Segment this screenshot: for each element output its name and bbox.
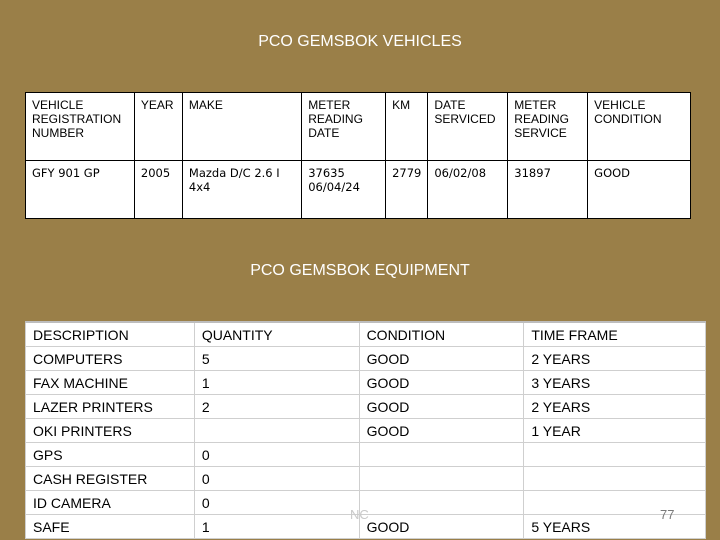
table-cell: SAFE xyxy=(26,515,195,539)
table-cell: Mazda D/C 2.6 I 4x4 xyxy=(182,161,301,219)
table-cell: OKI PRINTERS xyxy=(26,419,195,443)
table-cell: 06/02/08 xyxy=(428,161,508,219)
table-cell: 1 YEAR xyxy=(524,419,706,443)
table-cell xyxy=(524,467,706,491)
table-cell: GOOD xyxy=(359,395,524,419)
table-row xyxy=(26,347,706,371)
header-cell: KM xyxy=(386,93,428,161)
table-row xyxy=(26,371,706,395)
table-cell: 5 YEARS xyxy=(524,515,706,539)
table-cell: GFY 901 GP xyxy=(26,161,135,219)
table-cell: 37635 06/04/24 xyxy=(302,161,386,219)
table-cell: 3 YEARS xyxy=(524,371,706,395)
equipment-header-row xyxy=(26,322,706,347)
footer-label: NC xyxy=(350,507,369,522)
table-cell: 2 YEARS xyxy=(524,347,706,371)
table-cell: GOOD xyxy=(588,161,691,219)
header-cell: DATE SERVICED xyxy=(428,93,508,161)
table-row xyxy=(26,467,706,491)
table-cell: 0 xyxy=(194,491,359,515)
table-cell: 2005 xyxy=(134,161,182,219)
table-row xyxy=(26,419,706,443)
header-cell: YEAR xyxy=(134,93,182,161)
table-cell: GOOD xyxy=(359,419,524,443)
table-cell: 1 xyxy=(194,515,359,539)
table-cell: GPS xyxy=(26,443,195,467)
header-cell: METER READING SERVICE xyxy=(508,93,588,161)
equipment-title: PCO GEMSBOK EQUIPMENT xyxy=(250,262,470,279)
table-cell: LAZER PRINTERS xyxy=(26,395,195,419)
table-cell: CASH REGISTER xyxy=(26,467,195,491)
header-cell: MAKE xyxy=(182,93,301,161)
header-cell: METER READING DATE xyxy=(302,93,386,161)
vehicles-title: PCO GEMSBOK VEHICLES xyxy=(258,33,462,50)
table-cell: 2779 xyxy=(386,161,428,219)
table-cell: ID CAMERA xyxy=(26,491,195,515)
table-row xyxy=(26,161,691,219)
table-cell: 5 xyxy=(194,347,359,371)
page-number: 77 xyxy=(660,507,675,522)
table-cell: 2 YEARS xyxy=(524,395,706,419)
header-cell: DESCRIPTION xyxy=(26,322,195,347)
header-cell: VEHICLE CONDITION xyxy=(588,93,691,161)
table-row xyxy=(26,395,706,419)
table-cell xyxy=(524,443,706,467)
table-cell: 31897 xyxy=(508,161,588,219)
vehicles-header-row xyxy=(26,93,691,161)
table-cell: FAX MACHINE xyxy=(26,371,195,395)
table-cell: 1 xyxy=(194,371,359,395)
header-cell: CONDITION xyxy=(359,322,524,347)
table-cell xyxy=(359,467,524,491)
table-cell xyxy=(194,419,359,443)
table-cell: GOOD xyxy=(359,347,524,371)
table-cell xyxy=(359,443,524,467)
header-cell: QUANTITY xyxy=(194,322,359,347)
header-cell: TIME FRAME xyxy=(524,322,706,347)
table-cell xyxy=(359,491,524,515)
table-cell: 0 xyxy=(194,443,359,467)
table-cell xyxy=(524,491,706,515)
table-cell: 2 xyxy=(194,395,359,419)
table-row xyxy=(26,443,706,467)
table-cell: 0 xyxy=(194,467,359,491)
table-cell: GOOD xyxy=(359,515,524,539)
table-cell: COMPUTERS xyxy=(26,347,195,371)
table-cell: GOOD xyxy=(359,371,524,395)
header-cell: VEHICLE REGISTRATION NUMBER xyxy=(26,93,135,161)
vehicles-table xyxy=(25,92,691,219)
